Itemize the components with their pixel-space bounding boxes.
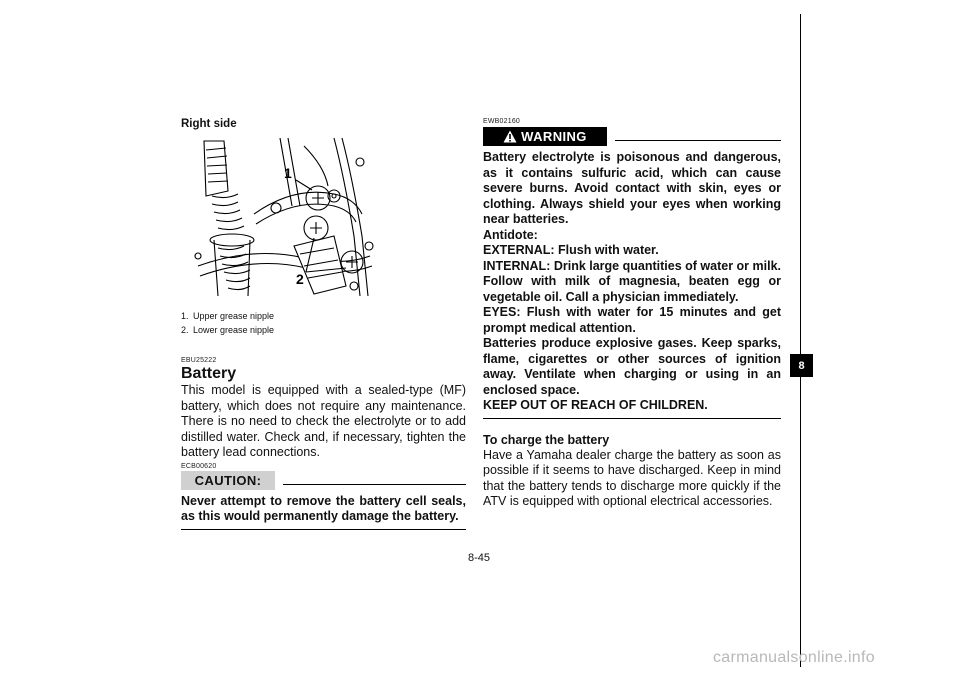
charge-body-text: Have a Yamaha dealer charge the battery as soon as possible if it seems to have discharged. Keep in mind that the battery tends to discharge more quickly if the ATV is equipped with optional electrical accessories. [483,447,781,508]
warning-rule [615,140,781,141]
battery-body-text: This model is equipped with a sealed-type (MF) battery, which does not require any maintenance. There is no need to check the electrolyte or to add distilled water. Check and, if necessary, tighten the battery lead connections. [181,383,466,459]
caution-header [181,471,466,490]
caution-label: CAUTION: [181,471,275,490]
warning-label-box [483,127,607,146]
page-number: 8-45 [468,552,491,564]
warning-header [483,127,781,146]
caution-bottom-rule [181,529,466,530]
warning-bottom-rule [483,418,781,419]
antidote-heading: Antidote: [483,227,538,242]
figure-legend [181,309,466,337]
warning-paragraph: Battery electrolyte is poisonous and dangerous, as it contains sulfuric acid, which can cause severe burns. Avoid contact with skin, eyes or clothing. Always shield your eyes when working near batteries. [483,150,781,226]
chapter-line-top [800,14,801,354]
figure-caption: Right side [181,118,237,130]
suspension-drawing [184,136,382,299]
chapter-line-bottom [800,377,801,667]
warning-triangle-icon [503,130,517,143]
right-column [483,118,781,510]
legend-item: 1. Upper grease nipple [181,311,275,321]
legend-item: 2. Lower grease nipple [181,325,275,335]
suspension-illustration [184,136,382,299]
watermark: carmanualsonline.info [713,649,875,666]
callout-2: 2 [296,271,304,287]
section-code: EBU25222 [181,357,217,364]
charge-subheading: To charge the battery [483,432,610,447]
callout-1: 1 [284,165,292,181]
left-column [181,118,466,530]
chapter-tab: 8 [790,354,813,377]
caution-rule [283,484,466,485]
warning-label: WARNING [521,129,587,144]
antidote-eyes: EYES: Flush with water for 15 minutes and get prompt medical attention. [483,305,781,335]
antidote-external: EXTERNAL: Flush with water. [483,243,659,257]
explosive-gas-warning: Batteries produce explosive gases. Keep sparks, flame, cigarettes or other sources of ignition away. Ventilate when charging or using in an enclosed space. [483,336,781,397]
section-title: Battery [181,365,237,382]
warning-code: EWB02160 [483,118,521,125]
caution-text: Never attempt to remove the battery cell seals, as this would permanently damage the battery. [181,493,466,523]
antidote-internal: INTERNAL: Drink large quantities of water or milk. Follow with milk of magnesia, beaten egg or vegetable oil. Call a physician immediately. [483,258,781,304]
caution-code: ECB00620 [181,462,217,470]
keep-out-of-reach: KEEP OUT OF REACH OF CHILDREN. [483,398,708,412]
